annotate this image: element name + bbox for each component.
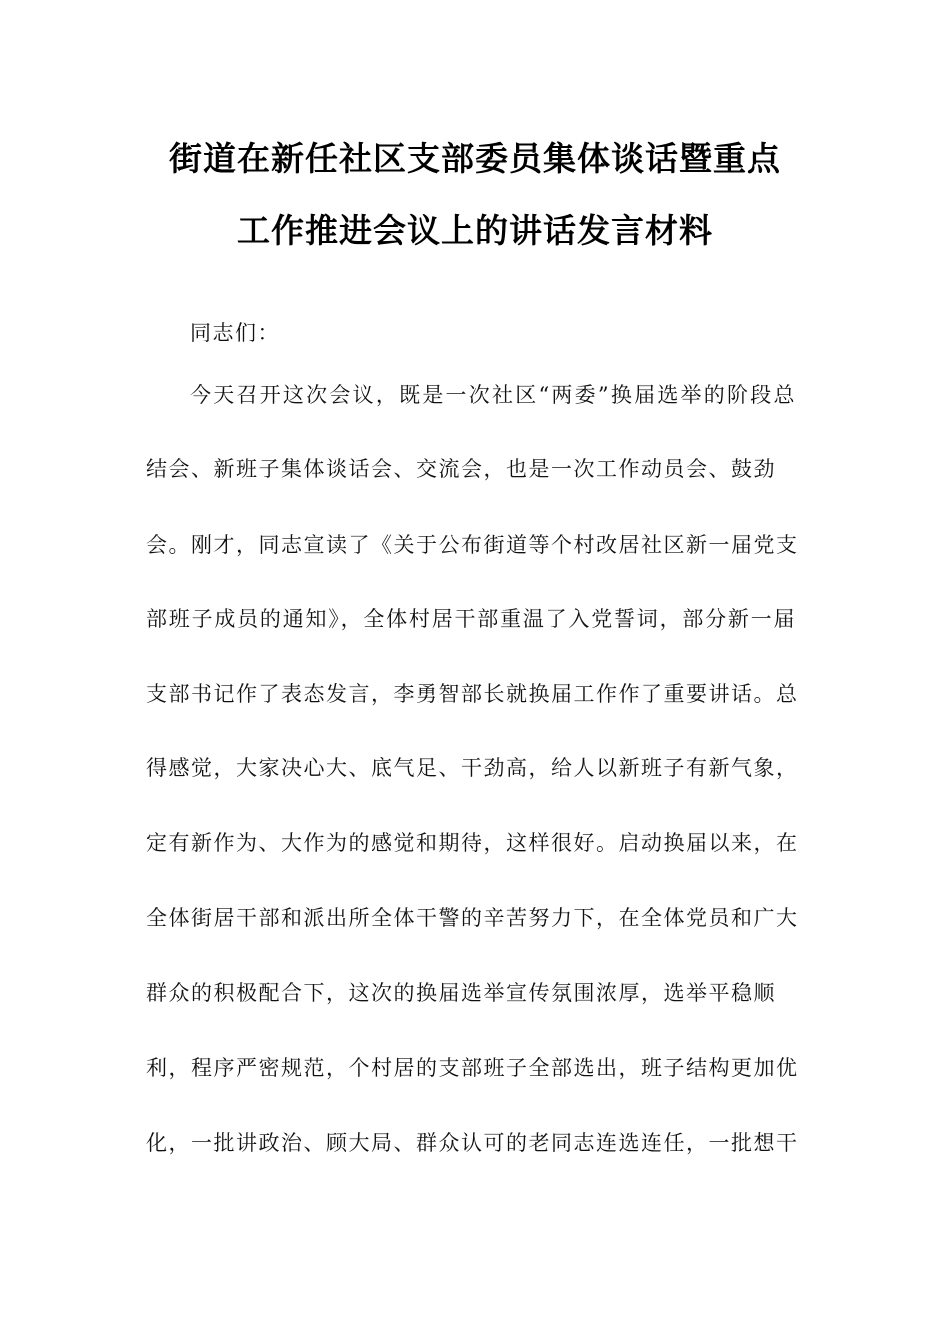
body-line: 群众的积极配合下，这次的换届选举宣传氛围浓厚，选举平稳顺 — [146, 981, 776, 1005]
body-line: 利，程序严密规范，个村居的支部班子全部选出，班子结构更加优 — [146, 1056, 799, 1080]
body-line: 得感觉，大家决心大、底气足、干劲高，给人以新班子有新气象， — [146, 756, 799, 780]
body-line: 定有新作为、大作为的感觉和期待，这样很好。启动换届以来，在 — [146, 831, 799, 855]
document-title-line-1: 街道在新任社区支部委员集体谈话暨重点 — [169, 139, 781, 178]
body-line: 结会、新班子集体谈话会、交流会，也是一次工作动员会、鼓劲 — [146, 457, 776, 481]
body-line: 全体街居干部和派出所全体干警的辛苦努力下，在全体党员和广大 — [146, 906, 799, 930]
body-line: 化，一批讲政治、顾大局、群众认可的老同志连选连任，一批想干 — [146, 1131, 799, 1155]
body-line: 部班子成员的通知》，全体村居干部重温了入党誓词，部分新一届 — [146, 607, 796, 631]
body-line: 支部书记作了表态发言，李勇智部长就换届工作作了重要讲话。总 — [146, 682, 799, 706]
body-line: 会。刚才，同志宣读了《关于公布街道等个村改居社区新一届党支 — [146, 533, 799, 557]
body-line: 今天召开这次会议，既是一次社区“两委”换届选举的阶段总 — [190, 383, 796, 407]
document-title-line-2: 工作推进会议上的讲话发言材料 — [237, 211, 713, 250]
salutation: 同志们： — [190, 321, 280, 345]
